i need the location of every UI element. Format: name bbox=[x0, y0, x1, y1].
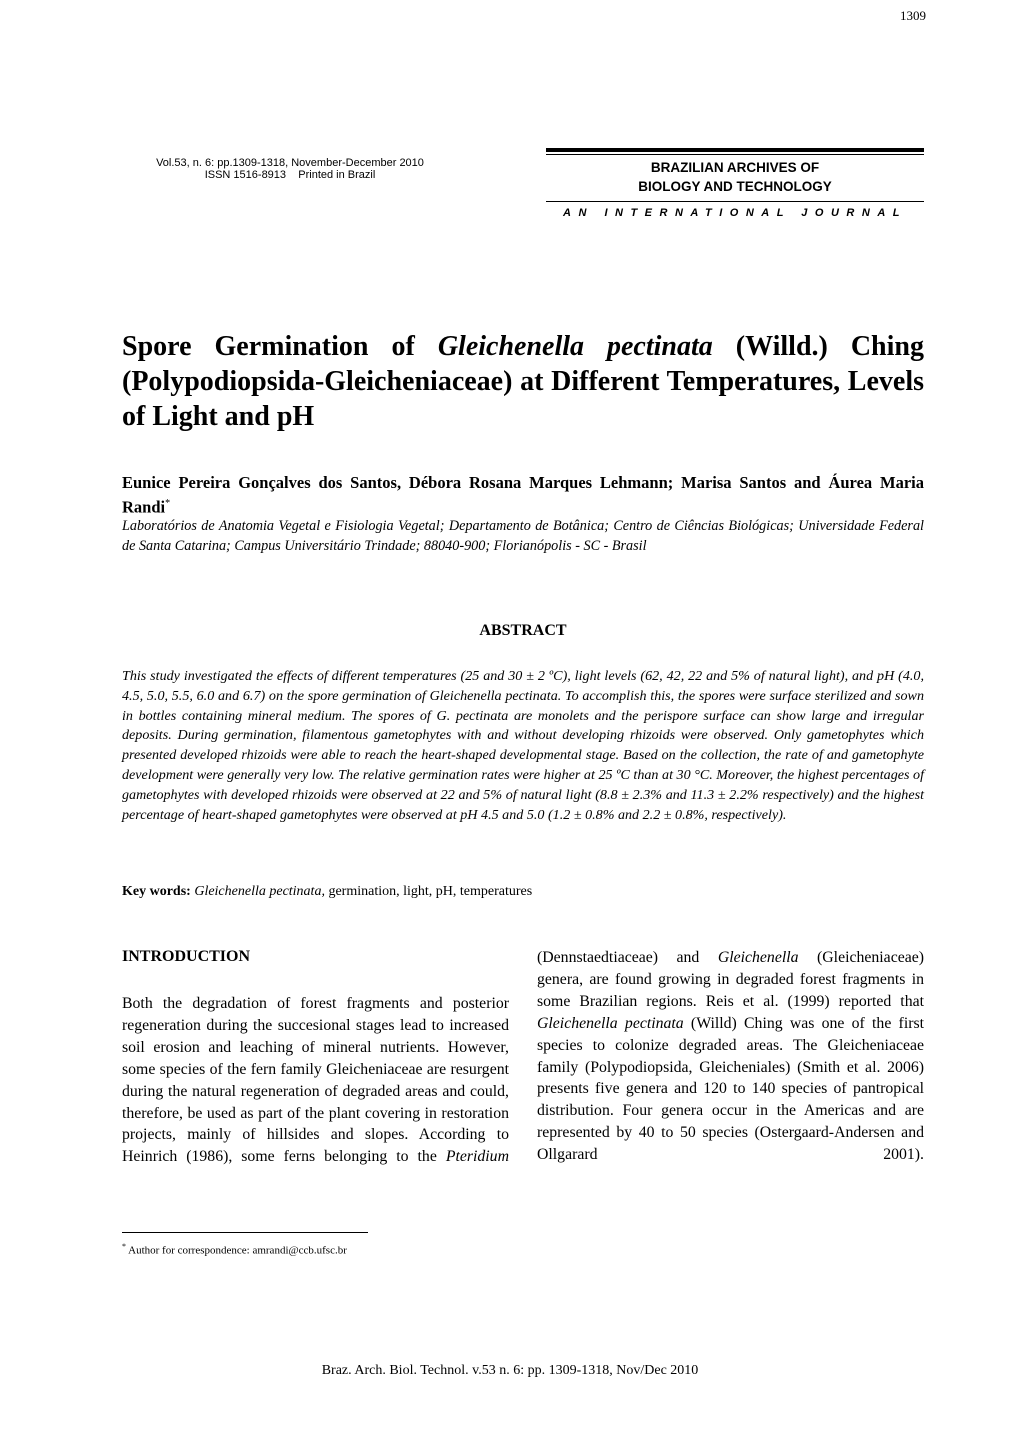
masthead-rule-thin bbox=[546, 154, 924, 155]
page-footer: Braz. Arch. Biol. Technol. v.53 n. 6: pp. 1309-1318, Nov/Dec 2010 bbox=[321, 1363, 699, 1378]
abstract-text: This study investigated the effects of different temperatures (25 and 30 ± 2 ºC), light levels (62, 42, 22 and 5% of natural light), and pH (4.0, 4.5, 5.0, 5.5, 6.0 and 6.7) on the spore germination of Gleichenella pectinata. To accomplish this, the spores were surface sterilized and sown in bottles containing mineral medium. The spores of G. pectinata are monolets and the perispore surface can show large and irregular deposits. During germination, filamentous gametophytes with and without developing rhizoids were observed. Only gametophytes which presented developed rhizoids were able to reach the heart-shaped developmental stage. Based on the collection, the rate of and gametophyte development were generally very low. The relative germination rates were higher at 25 ºC than at 30 °C. Moreover, the highest percentages of gametophytes with developed rhizoids were observed at 22 and 5% of natural light (8.8 ± 2.3% and 11.3 ± 2.2% respectively) and the highest percentage of heart-shaped gametophytes were observed at pH 4.5 and 5.0 (1.2 ± 0.8% and 2.2 ± 0.8%, respectively). bbox=[122, 668, 924, 823]
footnote-marker: * bbox=[122, 1242, 126, 1251]
title-part1: Spore Germination of bbox=[122, 331, 438, 362]
page-number: 1309 bbox=[900, 8, 926, 23]
keywords-rest: germination, light, pH, temperatures bbox=[324, 884, 533, 899]
authors bbox=[122, 472, 924, 518]
intro-right-part1: (Dennstaedtiaceae) and bbox=[537, 949, 718, 966]
journal-masthead bbox=[546, 148, 924, 219]
introduction-left-column bbox=[122, 993, 509, 1168]
intro-right-species: Gleichenella pectinata bbox=[537, 1014, 684, 1032]
footnote-text: Author for correspondence: amrandi@ccb.ufsc.br bbox=[126, 1244, 347, 1257]
keywords bbox=[122, 884, 924, 900]
intro-right-part2: (Gleicheniaceae) genera, are found growing in degraded forest fragments in some Brazilian regions. Reis et al. (1999) reported that bbox=[537, 949, 924, 1010]
intro-left-genus: Pteridium bbox=[445, 1148, 509, 1166]
affiliation: Laboratórios de Anatomia Vegetal e Fisiologia Vegetal; Departamento de Botânica; Centro de Ciências Biológicas; Universidade Federal de Santa Catarina; Campus Universitário Trindade; 88040-900; Florianópolis - SC - Brasil bbox=[122, 518, 924, 554]
keywords-label: Key words: bbox=[122, 884, 191, 899]
introduction-heading: INTRODUCTION bbox=[122, 948, 251, 965]
intro-right-part3: (Willd) Ching was one of the first species to colonize degraded areas. The Gleicheniaceae family (Polypodiopsida, Gleicheniales) (Smith et al. 2006) presents five genera and 120 to 140 species of pantropical distribution. Four genera occur in the Americas and are represented by 40 to 50 species (Ostergaard-Andersen and Ollgarard 2001). bbox=[537, 1014, 924, 1164]
journal-name-line1: BRAZILIAN ARCHIVES OF bbox=[650, 160, 820, 175]
abstract-heading: ABSTRACT bbox=[479, 622, 567, 639]
masthead-rule-bottom bbox=[546, 201, 924, 202]
footnote-rule bbox=[122, 1232, 368, 1233]
footnote bbox=[122, 1242, 347, 1257]
title-part2: (Willd.) Ching (Polypodiopsida-Gleicheniaceae) at Different Temperatures, Levels of Light and pH bbox=[122, 331, 924, 432]
volume-info bbox=[140, 157, 440, 181]
journal-name-line2: BIOLOGY AND TECHNOLOGY bbox=[638, 179, 832, 194]
intro-left-text: Both the degradation of forest fragments and posterior regeneration during the succesional stages lead to increased soil erosion and leaching of mineral nutrients. However, some species of the fern family Gleicheniaceae are resurgent during the natural regeneration of degraded areas and could, therefore, be used as part of the plant covering in restoration projects, mainly of hillsides and slopes. According to Heinrich (1986), some ferns belonging to the bbox=[122, 995, 509, 1166]
journal-subtitle: AN INTERNATIONAL JOURNAL bbox=[563, 207, 907, 219]
author-marker: * bbox=[165, 498, 171, 509]
intro-right-genus: Gleichenella bbox=[717, 949, 799, 966]
issn-line: ISSN 1516-8913 Printed in Brazil bbox=[204, 169, 376, 181]
volume-line: Vol.53, n. 6: pp.1309-1318, November-December 2010 bbox=[156, 157, 424, 169]
keywords-species: Gleichenella pectinata, bbox=[194, 884, 325, 899]
introduction-right-column bbox=[537, 947, 924, 1166]
author-list: Eunice Pereira Gonçalves dos Santos, Débora Rosana Marques Lehmann; Marisa Santos and Áurea Maria Randi bbox=[122, 473, 924, 517]
article-title bbox=[122, 329, 924, 434]
title-species: Gleichenella pectinata bbox=[437, 331, 713, 362]
masthead-rule-thick bbox=[546, 148, 924, 152]
